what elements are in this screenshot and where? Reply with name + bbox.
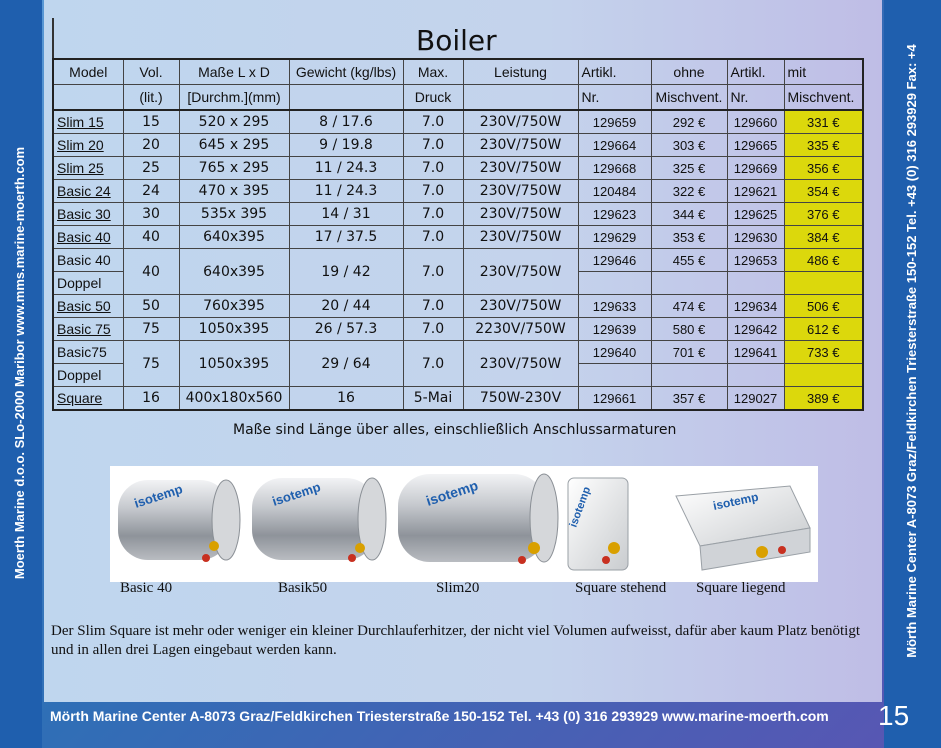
model-cell — [53, 157, 123, 180]
boiler-photos-illustration — [110, 466, 818, 582]
model-name: Slim 15 — [57, 114, 104, 130]
header-power: Leistung — [463, 59, 578, 85]
dims-cell: 535x 395 — [179, 203, 289, 226]
table-row — [53, 110, 863, 134]
mit-cell-sub — [784, 364, 863, 387]
art2-cell: 129669 — [727, 157, 784, 180]
header-art2-nr: Nr. — [727, 85, 784, 111]
page-title: Boiler — [416, 24, 497, 57]
model-name: Basic 40 — [57, 229, 111, 245]
art2-cell: 129642 — [727, 318, 784, 341]
basic-40-photo — [118, 480, 240, 562]
ohne-cell-sub — [651, 364, 727, 387]
right-sidebar — [884, 0, 941, 748]
mit-price-cell: 354 € — [784, 180, 863, 203]
druck-cell: 7.0 — [403, 157, 463, 180]
art1-cell: 129623 — [578, 203, 651, 226]
boiler-table — [52, 58, 864, 411]
weight-cell: 11 / 24.3 — [289, 157, 403, 180]
model-cell — [53, 341, 123, 364]
ohne-price-cell: 292 € — [651, 110, 727, 134]
model-cell — [53, 226, 123, 249]
table-row — [53, 295, 863, 318]
druck-cell: 7.0 — [403, 110, 463, 134]
druck-cell: 7.0 — [403, 226, 463, 249]
header-ohne: ohne — [651, 59, 727, 85]
model-name: Basic 50 — [57, 298, 111, 314]
header-art1-nr: Nr. — [578, 85, 651, 111]
header-druck-2: Druck — [403, 85, 463, 111]
vol-cell: 40 — [123, 226, 179, 249]
model-cell-sub: Doppel — [53, 364, 123, 387]
art2-cell: 129660 — [727, 110, 784, 134]
art1-cell: 129646 — [578, 249, 651, 272]
weight-cell: 8 / 17.6 — [289, 110, 403, 134]
mit-price-cell: 612 € — [784, 318, 863, 341]
art1-cell-sub — [578, 272, 651, 295]
model-cell — [53, 387, 123, 411]
table-row — [53, 203, 863, 226]
caption-basik50: Basik50 — [278, 580, 328, 596]
square-stehend-photo — [568, 478, 628, 570]
dims-cell: 520 x 295 — [179, 110, 289, 134]
model-cell-sub: Doppel — [53, 272, 123, 295]
slim-20-photo — [398, 474, 558, 564]
svg-text:isotemp: isotemp — [132, 481, 185, 511]
caption-basic-40: Basic 40 — [120, 580, 173, 596]
vol-cell: 40 — [123, 249, 179, 295]
mit-price-cell: 384 € — [784, 226, 863, 249]
model-cell — [53, 180, 123, 203]
weight-cell: 11 / 24.3 — [289, 180, 403, 203]
power-cell: 230V/750W — [463, 180, 578, 203]
art1-cell: 129659 — [578, 110, 651, 134]
header-dims: Maße L x D — [179, 59, 289, 85]
header-model: Model — [53, 59, 123, 85]
header-weight: Gewicht (kg/lbs) — [289, 59, 403, 85]
page-number: 15 — [878, 700, 910, 731]
vol-cell: 25 — [123, 157, 179, 180]
art2-cell-sub — [727, 364, 784, 387]
model-cell — [53, 318, 123, 341]
vol-cell: 75 — [123, 318, 179, 341]
ohne-price-cell: 455 € — [651, 249, 727, 272]
druck-cell: 7.0 — [403, 134, 463, 157]
vol-cell: 24 — [123, 180, 179, 203]
table-row — [53, 249, 863, 272]
vol-cell: 50 — [123, 295, 179, 318]
model-cell — [53, 134, 123, 157]
power-cell: 230V/750W — [463, 110, 578, 134]
header-power-2 — [463, 85, 578, 111]
vol-cell: 15 — [123, 110, 179, 134]
art1-cell: 129668 — [578, 157, 651, 180]
table-row — [53, 134, 863, 157]
model-cell — [53, 249, 123, 272]
art1-cell: 129633 — [578, 295, 651, 318]
caption-square-liegend: Square liegend — [696, 580, 786, 596]
druck-cell: 7.0 — [403, 249, 463, 295]
dims-cell: 645 x 295 — [179, 134, 289, 157]
art2-cell: 129027 — [727, 387, 784, 411]
power-cell: 230V/750W — [463, 157, 578, 180]
art2-cell-sub — [727, 272, 784, 295]
weight-cell: 9 / 19.8 — [289, 134, 403, 157]
power-cell: 230V/750W — [463, 134, 578, 157]
art1-cell: 120484 — [578, 180, 651, 203]
power-cell: 750W-230V — [463, 387, 578, 411]
table-row — [53, 341, 863, 364]
vol-cell: 75 — [123, 341, 179, 387]
art1-cell: 129640 — [578, 341, 651, 364]
header-dims-unit: [Durchm.](mm) — [179, 85, 289, 111]
ohne-price-cell: 325 € — [651, 157, 727, 180]
weight-cell: 26 / 57.3 — [289, 318, 403, 341]
power-cell: 230V/750W — [463, 295, 578, 318]
model-name: Basic 40 — [57, 252, 111, 268]
header-mit: mit — [784, 59, 863, 85]
svg-text:isotemp: isotemp — [711, 489, 760, 513]
weight-cell: 16 — [289, 387, 403, 411]
header-mit-2: Mischvent. — [784, 85, 863, 111]
ohne-cell-sub — [651, 272, 727, 295]
header-art1: Artikl. — [578, 59, 651, 85]
weight-cell: 19 / 42 — [289, 249, 403, 295]
power-cell: 2230V/750W — [463, 318, 578, 341]
ohne-price-cell: 303 € — [651, 134, 727, 157]
art2-cell: 129641 — [727, 341, 784, 364]
vol-cell: 20 — [123, 134, 179, 157]
caption-square-stehend: Square stehend — [575, 580, 667, 596]
dims-cell: 400x180x560 — [179, 387, 289, 411]
model-name: Slim 20 — [57, 137, 104, 153]
table-row — [53, 180, 863, 203]
vol-cell: 16 — [123, 387, 179, 411]
left-sidebar-text: Moerth Marine d.o.o. SLo-2000 Maribor www.mms.marine-moerth.com — [12, 146, 27, 580]
weight-cell: 29 / 64 — [289, 341, 403, 387]
dims-cell: 760x395 — [179, 295, 289, 318]
druck-cell: 5-Mai — [403, 387, 463, 411]
basic-50-photo — [252, 478, 386, 562]
model-cell — [53, 203, 123, 226]
art1-cell: 129629 — [578, 226, 651, 249]
druck-cell: 7.0 — [403, 203, 463, 226]
druck-cell: 7.0 — [403, 295, 463, 318]
mit-price-cell: 331 € — [784, 110, 863, 134]
model-name: Basic75 — [57, 344, 107, 360]
model-name: Basic 30 — [57, 206, 111, 222]
table-header-row-2 — [53, 85, 863, 111]
model-name: Slim 25 — [57, 160, 104, 176]
dims-cell: 640x395 — [179, 226, 289, 249]
caption-slim20: Slim20 — [436, 580, 480, 596]
header-ohne-2: Mischvent. — [651, 85, 727, 111]
table-header-row — [53, 59, 863, 85]
weight-cell: 17 / 37.5 — [289, 226, 403, 249]
mit-price-cell: 335 € — [784, 134, 863, 157]
header-art2: Artikl. — [727, 59, 784, 85]
ohne-price-cell: 701 € — [651, 341, 727, 364]
power-cell: 230V/750W — [463, 203, 578, 226]
ohne-price-cell: 580 € — [651, 318, 727, 341]
druck-cell: 7.0 — [403, 341, 463, 387]
title-divider — [52, 18, 54, 58]
mit-price-cell: 733 € — [784, 341, 863, 364]
table-row — [53, 157, 863, 180]
mit-price-cell: 389 € — [784, 387, 863, 411]
square-liegend-photo — [676, 486, 810, 570]
header-vol-unit: (lit.) — [123, 85, 179, 111]
art2-cell: 129621 — [727, 180, 784, 203]
right-sidebar-text: Mörth Marine Center A-8073 Graz/Feldkirchen Triesterstraße 150-152 Tel. +43 (0) 316 293929 Fax: +4 — [904, 44, 919, 658]
art1-cell-sub — [578, 364, 651, 387]
ohne-price-cell: 474 € — [651, 295, 727, 318]
art2-cell: 129665 — [727, 134, 784, 157]
mit-price-cell: 506 € — [784, 295, 863, 318]
power-cell: 230V/750W — [463, 341, 578, 387]
art1-cell: 129661 — [578, 387, 651, 411]
model-name: Basic 75 — [57, 321, 111, 337]
model-cell — [53, 295, 123, 318]
art1-cell: 129664 — [578, 134, 651, 157]
art2-cell: 129625 — [727, 203, 784, 226]
dims-cell: 765 x 295 — [179, 157, 289, 180]
table-row — [53, 318, 863, 341]
model-cell — [53, 110, 123, 134]
mit-price-cell: 356 € — [784, 157, 863, 180]
table-note: Maße sind Länge über alles, einschließlich Anschlussarmaturen — [233, 422, 677, 438]
svg-text:isotemp: isotemp — [567, 485, 594, 530]
dims-cell: 470 x 395 — [179, 180, 289, 203]
header-druck: Max. — [403, 59, 463, 85]
left-sidebar — [0, 0, 42, 748]
dims-cell: 1050x395 — [179, 318, 289, 341]
ohne-price-cell: 357 € — [651, 387, 727, 411]
ohne-price-cell: 344 € — [651, 203, 727, 226]
header-weight-2 — [289, 85, 403, 111]
description-text: Der Slim Square ist mehr oder weniger ein kleiner Durchlauferhitzer, der nicht viel Volumen aufweisst, dafür aber kaum Platz benötigt und in allen drei Lagen eingebaut werden kann. — [51, 623, 861, 658]
model-name: Square — [57, 390, 103, 406]
mit-cell-sub — [784, 272, 863, 295]
power-cell: 230V/750W — [463, 249, 578, 295]
header-vol: Vol. — [123, 59, 179, 85]
power-cell: 230V/750W — [463, 226, 578, 249]
art2-cell: 129630 — [727, 226, 784, 249]
druck-cell: 7.0 — [403, 180, 463, 203]
mit-price-cell: 376 € — [784, 203, 863, 226]
mit-price-cell: 486 € — [784, 249, 863, 272]
dims-cell: 1050x395 — [179, 341, 289, 387]
ohne-price-cell: 322 € — [651, 180, 727, 203]
druck-cell: 7.0 — [403, 318, 463, 341]
art1-cell: 129639 — [578, 318, 651, 341]
model-name: Basic 24 — [57, 183, 111, 199]
svg-text:isotemp: isotemp — [423, 477, 480, 509]
header-model-2 — [53, 85, 123, 111]
art2-cell: 129634 — [727, 295, 784, 318]
art2-cell: 129653 — [727, 249, 784, 272]
weight-cell: 14 / 31 — [289, 203, 403, 226]
weight-cell: 20 / 44 — [289, 295, 403, 318]
table-row — [53, 387, 863, 411]
vol-cell: 30 — [123, 203, 179, 226]
product-photos — [110, 466, 818, 582]
dims-cell: 640x395 — [179, 249, 289, 295]
table-row — [53, 226, 863, 249]
ohne-price-cell: 353 € — [651, 226, 727, 249]
svg-text:isotemp: isotemp — [270, 479, 323, 509]
footer-address: Mörth Marine Center A-8073 Graz/Feldkirchen Triesterstraße 150-152 Tel. +43 (0) 316 293929 www.marine-moerth.com — [50, 708, 829, 724]
